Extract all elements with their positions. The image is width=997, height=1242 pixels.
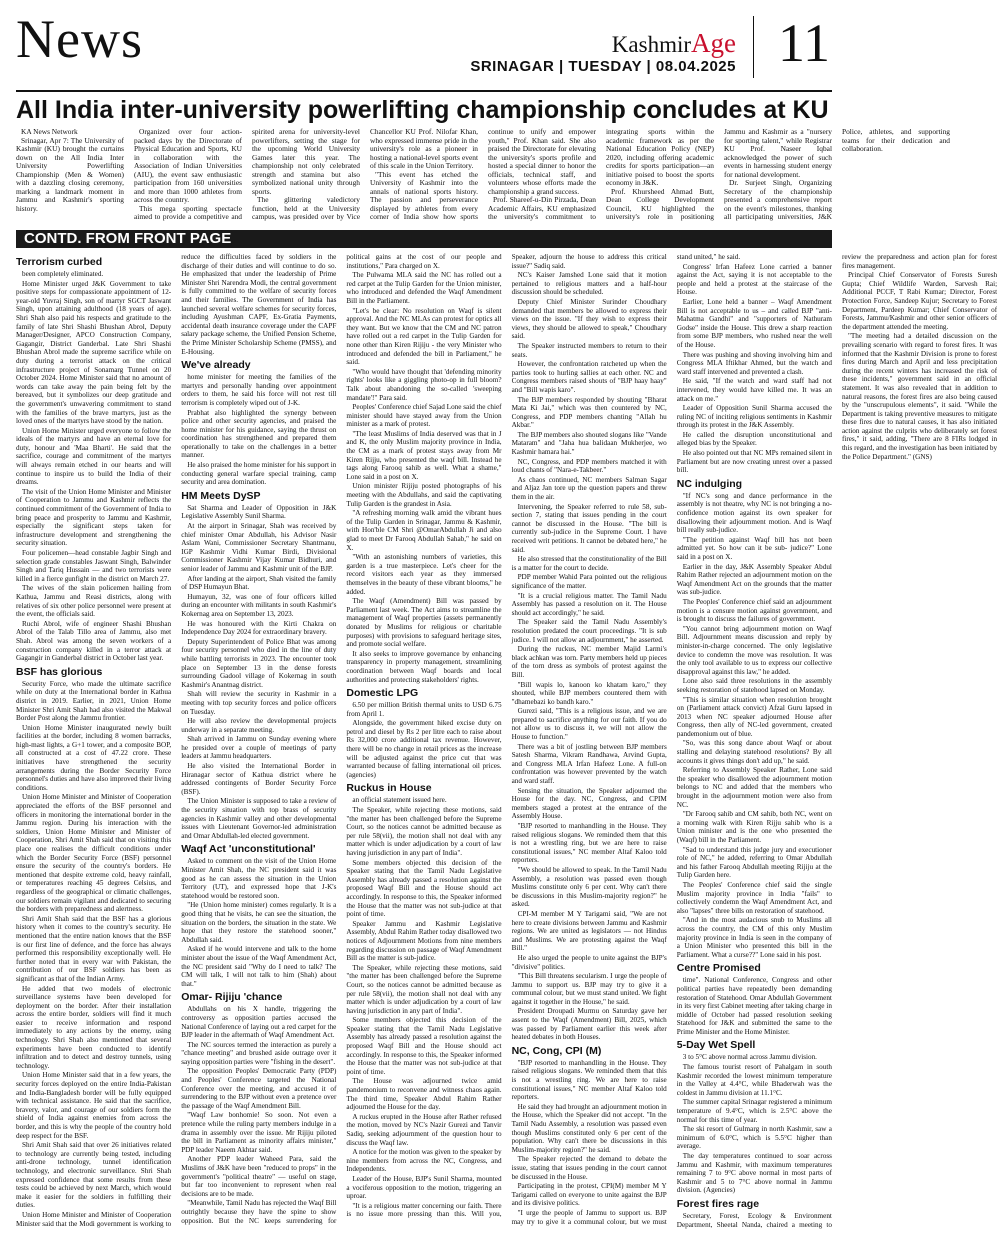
top-rule (16, 90, 832, 92)
article-paragraph: The Waqf (Amendment) Bill was passed by Parliament last week. The Act aims to streamline the management of Waqf properties (assets permanently donated by Muslims for religious or charitable purposes) with provisions to safeguard heritage sites, and promote social welfare. (346, 597, 502, 649)
article-paragraph: Intervening, the Speaker referred to rule 58, sub-section 7, stating that issues pending in the court cannot be discussed in the House. "The bill is currently sub-judice in the Supreme Court. I have received writ petitions. It cannot be debated here," he said. (511, 502, 667, 554)
article-paragraph: "BJP resorted to manhandling in the House. They raised religious slogans. We reminded them that this is not a wrestling ring. We are here to raise constitutional issues," NC member Altaf Kaloo told reporters. (511, 1058, 667, 1102)
brand-prefix: Kashmir (611, 32, 692, 57)
article-paragraph: Union Home Minister and Minister of Cooperation appreciated the efforts of the BSF personnel and officers in monitoring the international border in the Jammu region. During his interaction with the soldiers, Union Home Minister and Minister of Cooperation, Shri Amit Shah said that on visiting this place one realises the difficult conditions under which the Border Security Force (BSF) personnel ensure the security of the country's borders. He mentioned that despite extreme cold, heavy rainfall, or temperatures reaching 45 degrees Celsius, and regardless of the geographical or climatic challenges, our soldiers remain vigilant and dedicated to securing the borders with preparedness and alertness. (16, 793, 172, 914)
contd-from-front-page-bar: CONTD. FROM FRONT PAGE (16, 230, 832, 248)
article-paragraph: "If NC's song and dance performance in the assembly is not theatre, why NC is not bringing a no-confidence motion against its own speaker for disallowing their adjournment motion. And is Waqf bill really sub-judice. (676, 491, 832, 535)
lead-paragraph: Organized over four action-packed days by the Directorate of Physical Education and Sports, KU in collaboration with the Association of Indian Universities (AIU), the event saw enthusiastic participation from 160 universities and more than 1000 athletes from across the country. (134, 127, 242, 204)
article-paragraph: He said they had brought an adjournment motion in the House, which the Speaker did not accept. "In the Tamil Nadu Assembly, a resolution was passed even though Muslims constituted only 6 per cent of the population. Why can't there be discussions in this Muslim-majority region?" he said. (511, 1102, 667, 1154)
article-heading: NC indulging (676, 477, 743, 490)
lead-story-body (16, 127, 950, 224)
article-paragraph: Deputy Chief Minister Surinder Choudhary demanded that members be allowed to express their views on the issue. "If they wish to express their views, they should be allowed to speak," Choudhary said. (511, 297, 667, 341)
article-paragraph: Leader of Opposition Sunil Sharma accused the ruling NC of inciting religious sentiments in Kashmir through its protest in the J&K Assembly. (676, 404, 832, 430)
article-paragraph: Humayun, 32, was one of four officers killed during an encounter with militants in south Kashmir's Kokernag area on September 13, 2023. (181, 592, 337, 618)
article-paragraph: Earlier, Lone held a banner – Waqf Amendment Bill is not acceptable to us – and called BJP "anti-Mahatma Gandhi" and "supporters of Nathuram Godse" inside the House. This drew a sharp reaction from some BJP members, who rushed near the well of the House. (676, 297, 832, 349)
article-paragraph: "The least Muslims of India deserved was that in J and K, the only Muslim majority province in India, the CM as a mark of protest stays away from Mr Kiren Rijju, who presented the waqf bill. Instead he tags along Farooq sahib as well. What a shame," Lone said in a post on X. (346, 429, 502, 481)
article-paragraph: Alongside, the government hiked excise duty on petrol and diesel by Rs 2 per litre each to raise about Rs 32,000 crore additional tax revenue. However, there will be no change in retail prices as the increase will be adjusted against the price cut that was warranted because of falling international oil prices. (agencies) (346, 719, 502, 779)
brand-logo (612, 28, 736, 59)
brand-suffix: Age (691, 28, 736, 58)
article-paragraph: "The meeting had a detailed discussion on the prevailing scenario with regard to forest fires. It was informed that the Kashmir Division is prone to forest fires during March and April and less precipitation during the recent winters has increased the risk of these incidents," government said in an official statement. It was also revealed that in addition to natural reasons, the forest fires are also being caused by the "unscrupulous elements", it said. "While the Department is taking preventive measures to mitigate these fires due to natural causes, it has also initiated action against the culprits who deliberately set forest fires," it said, adding, "There are 8 FIRs lodged in this regard, and the investigation has been initiated by the Police Department." (GNS) (841, 332, 997, 461)
article-paragraph: Peoples' Conference chief Sajad Lone said the chief minister should have stayed away from the Union minister as a mark of protest. (346, 403, 502, 429)
article-paragraph: He also pointed out that NC MPs remained silent in Parliament but are now creating unrest over a passed bill. (676, 449, 832, 475)
article-heading: Domestic LPG (346, 687, 419, 700)
article-paragraph: The Speaker, while rejecting these motions, said "the matter has been challenged before the Supreme Court, so the notices cannot be admitted because as per rule 58(vii), the motion shall not deal with any matter which is under adjudication by a court of law having jurisdiction in any part of India". (346, 806, 502, 857)
article-paragraph: Referring to Assembly Speaker Rather, Lone said the speaker who disallowed the adjournment motion belongs to NC and added that the members who brought in the adjournment motion were also from NC. (676, 766, 832, 809)
article-paragraph: However, the confrontation ratcheted up when the parties took to hurling sallies at each other. NC and Congress members raised shouts of "BJP haay haay" and "Bill wapis karo". (511, 360, 667, 394)
article-paragraph: Union Home Minister said that in a few years, the security forces deployed on the entire India-Pakistan and India-Bangladesh border will be fully equipped with technical assistance. He said that the sacrifice, bravery, valor, and courage of our soldiers form the shield of India against enemies from across the border, and this is why the people of the country hold deep respect for the BSF. (16, 1071, 172, 1140)
article-paragraph: "Dr Farooq sahib and CM sahib, both NC, went on a morning walk with Kiren Rijju sahib who is a Union minister and is the one who presented the (Waqf) bill in the Parliament. (676, 810, 832, 844)
article-heading: BSF has glorious (16, 665, 103, 678)
article-paragraph: CPI-M member M Y Tarigami said, "We are not here to create divisions between Jammu and Kashmir regions. We are united as legislators — not Hindus and Muslims. We are protesting against the Waqf Bill." (511, 909, 667, 953)
lead-paragraph: This mega sporting spectacle aimed to provide a competitive and spirited arena for university-level powerlifters, setting the stage for the upcoming World University Games later this year. The championship not only celebrated strength and stamina but also symbolized national unity through sports. (134, 127, 360, 221)
article-paragraph: "You cannot bring adjournment motion on Waqf Bill. Adjournment means discussion and reply by minister-in-charge concerned. The only legislative device to condemn the move was resolution. It was the only tool available to us to express our collective disapproval against this law," he added. (676, 624, 832, 676)
article-paragraph: He called the disruption unconstitutional and alleged bias by the Speaker. (676, 430, 832, 448)
article-paragraph: NC's Kaiser Jamshed Lone said that it motion pertained to religious matters and a half-hour discussion should be scheduled. (511, 271, 667, 297)
section-title: News (16, 9, 143, 69)
article-paragraph: "The petition against Waqf bill has not been admitted yet. So how can it be sub- judice?" Lone said in a post on X. (676, 535, 832, 561)
article-paragraph: The Speaker, while rejecting these motions, said "the matter has been challenged before the Supreme Court, so the notices cannot be admitted because as per rule 58(vii), the motion shall not deal with any matter which is under adjudication by a court of law having jurisdiction in any part of India". (346, 963, 502, 1015)
article-paragraph: A ruckus erupted in the House after Rather refused the motion, moved by NC's Nazir Gurezi and Tanvir Sadiq, seeking adjournment of the question hour to discuss the Waqf law. (346, 1112, 502, 1147)
article-paragraph: "Who would have thought that 'defending minority rights' looks like a giggling photo-op in full bloom? Talk about abandoning the so-called 'sweeping mandate'!" Para said. (346, 367, 502, 402)
article-paragraph: "It is a religious matter concerning our faith. There is no issue more pressing than this. Will you, Speaker, adjourn the house to address this critical issue?" Sadiq said. (346, 253, 667, 1219)
article-paragraph: Abdullahs on his X handle, triggering the controversy as opposition parties accused the National Conference of laying out a red carpet for the BJP leader in the aftermath of Waqf Amendment Act. (181, 1005, 337, 1040)
article-paragraph: "He (Union home minister) comes regularly. It is a good thing that he visits, he can see the situation, the situation on the borders, the situation in the state. We hope that they restore the statehood sooner," Abdullah said. (181, 901, 337, 944)
article-heading: Waqf Act 'unconstitutional' (181, 843, 316, 856)
lead-paragraph: The glittering valedictory function, held at the University campus, was presided over by Vice Chancellor KU Prof. Nilofar Khan, who expressed immense pride in the university's role as a pioneer in hosting a national-level sports event of this scale in the Union Territory. (252, 127, 478, 221)
article-paragraph: He also urged the people to unite against the BJP's "divisive" politics. (511, 953, 667, 971)
article-paragraph: "Waqf Law bonhomie! So soon. Not even a pretence while the ruling party members indulge in a drama in assembly over the issue. Mr Rijiju piloted the bill in Parliament as minority affairs minister," PDP leader Naeem Akhtar said. (181, 1111, 337, 1154)
article-paragraph: Union Home Minister inaugurated newly built facilities at the border, including 8 women barracks, high-mast lights, a G+1 tower, and a composite BOP, all constructed at a cost of 47.22 crore. These initiatives have strengthened the security arrangements during the Border Security Force personnel's duties and have also improved their living conditions. (16, 723, 172, 792)
article-paragraph: "We should be allowed to speak. In the Tamil Nadu Assembly, a resolution was passed even though Muslims constitute only 6 per cent. Why can't there be discussions in this Muslim-majority region?" he asked. (511, 865, 667, 909)
article-paragraph: Gurezi said, "This is a religious issue, and we are prepared to sacrifice anything for our faith. If you do not allow us to discuss it, we will not allow the House to function." (511, 707, 667, 742)
article-paragraph: The BJP members also shouted slogans like "Vande Mataram" and "Jaha hua balidaan Mukherjee, wo Kashmir hamara hai." (511, 430, 667, 457)
article-paragraph: "This Bill threatens secularism. I urge the people of Jammu to support us. BJP may try to give it a communal colour, but we must stand united. We fight against it together in the House," he said. (511, 972, 667, 1006)
lead-headline: All India inter-university powerlifting championship concludes at KU (16, 96, 829, 124)
article-paragraph: Prabhat also highlighted the synergy between police and other security agencies, and praised the home minister for his guidance, saying the thrust on coordination has strengthened and prepared them operationally to take on the challenges in a better manner. (181, 408, 337, 460)
article-paragraph: "A refreshing morning walk amid the vibrant hues of the Tulip Garden in Srinagar, Jammu & Kashmir, with Hon'ble CM Shri @OmarAbdullah Ji and also glad to meet Dr Farooq Abdullah Sahab," he said on X. (346, 509, 502, 552)
article-paragraph: He added that two models of electronic surveillance systems have been developed for deployment on the border. After their installation across the entire border, soldiers will find it much easier to receive information and respond immediately to any actions by the enemy, using technology. Shri Shah also mentioned that several experiments have been conducted to identify infiltration and to detect and destroy tunnels, using technology. (16, 984, 172, 1070)
article-paragraph: The Peoples' Conference chief said an adjournment motion is a censure motion against government, and is brought to discuss the failures of government. (676, 597, 832, 624)
article-paragraph: an official statement issued here. (352, 796, 447, 805)
dateline: SRINAGAR | TUESDAY | 08.04.2025 (470, 58, 736, 75)
article-paragraph: The ski resort of Gulmarg in north Kashmir, saw a minimum of 6.0°C, which is 5.5°C higher than average. (676, 1125, 832, 1151)
article-paragraph: "BJP resorted to manhandling in the House. They raised religious slogans. We reminded them that this is not a wrestling ring, but we are here to raise constitutional issues," NC member Altaf Kaloo told reporters. (511, 822, 667, 865)
article-paragraph: At the airport in Srinagar, Shah was received by chief minister Omar Abdullah, his Advisor Nasir Aslam Wani, Commissioner Secretary Shantmanu, IGP Kashmir Vidhi Kumar Birdi, Divisional Commissioner Kashmir Vijay Kumar Bidhuri, and senior leader of Jammu and Kashmir unit of the BJP. (181, 522, 337, 573)
article-heading: Forest fires rage (676, 1197, 760, 1210)
article-paragraph: The Peoples' Conference chief said the single Muslim majority province in India "fails" to collectively condemn the Waqf Amendment Act, and also "lapses" three bills on restoration of statehood. (676, 880, 832, 915)
lead-paragraph: Srinagar, Apr 7: The University of Kashmir (KU) brought the curtains down on the All India Inter University Powerlifting Championship (Men & Women) with a dazzling closing ceremony, marking a landmark moment in Jammu and Kashmir's sporting history. (16, 135, 124, 213)
article-paragraph: PDP member Wahid Para pointed out the religious significance of the matter. (511, 573, 667, 590)
lead-paragraph: Prof. Khursheed Ahmad Butt, Dean College Development Council, KU highlighted the university's role in positioning Jammu and Kashmir as a "nursery for sporting talent," while Registrar KU Prof. Naseer Iqbal acknowledged the power of such events in harnessing student energy for national development. (606, 127, 832, 221)
article-paragraph: Secretary, Forest, Ecology & Environment Department, Sheetal Nanda, chaired a meeting to review the preparedness and action plan for forest fires management. (676, 253, 997, 1229)
article-paragraph: Leader of the House, BJP's Sunil Sharma, mounted a vociferous opposition to the motion, triggering an uproar. (346, 1174, 502, 1201)
article-paragraph: Four policemen—head constable Jagbir Singh and selection grade constables Jaswant Singh, Balwinder Singh and Tariq Hussain — and two terrorists were killed in a fierce gunfight in the district on March 27. (16, 549, 172, 583)
article-paragraph: The Union Minister is supposed to take a review of the security situation with top brass of security agencies in Kashmir valley and other developmental issues with Lieutenant Governor-led administration and Omar Abdullah-led elected government. (181, 797, 337, 840)
article-paragraph: Participating in the protest, CPI(M) member M Y Tarigami called on everyone to unite against the BJP and its divisive politics. (511, 1182, 667, 1208)
page-number: 11 (778, 13, 830, 73)
article-paragraph: Some members objected this decision of the Speaker stating that the Tamil Nadu Legislative Assembly has already passed a resolution against the proposed Waqf Bill and the House should act accordingly. In response to this, the Speaker informed the House that the matter was not sub-judice at that point of time. (346, 1016, 502, 1076)
article-paragraph: Asked to comment on the visit of the Union Home Minister Amit Shah, the NC president said it was good as he can assess the situation in the Union Territory (UT), and expressed hope that J-K's statehood would be restored soon. (181, 857, 337, 900)
article-heading: Omar- Rijiju 'chance (181, 991, 283, 1004)
article-paragraph: "It is a crucial religious matter. The Tamil Nadu Assembly has passed a resolution on it. The House should act accordingly," he said. (511, 591, 667, 617)
article-paragraph: He will also review the developmental projects underway in a separate meeting. (181, 717, 337, 734)
article-paragraph: Shah will review the security in Kashmir in a meeting with top security forces and police officers on Tuesday. (181, 690, 337, 716)
masthead (16, 10, 836, 96)
article-paragraph: The summer capital Srinagar registered a minimum temperature of 9.4°C, which is 2.5°C above the normal for this time of year. (676, 1098, 832, 1124)
article-paragraph: Lone also said three resolutions in the assembly seeking restoration of statehood lapsed on Monday. (676, 677, 832, 694)
article-paragraph: Ruchi Abrol, wife of engineer Shashi Bhushan Abrol of the Talab Tillo area of Jammu, also met Shah. Abrol was among the seven workers of a construction company killed in a terror attack at Gagangir in Ganderbal district in October last year. (16, 619, 172, 663)
continued-articles (16, 253, 997, 1233)
article-paragraph: The Speaker instructed members to return to their seats. (511, 341, 667, 359)
article-paragraph: Asked if he would intervene and talk to the home minister about the issue of the Waqf Amendment Act, the NC president said "Why do I need to talk? The CM will talk, I will not talk to him (Shah) about that." (181, 945, 337, 988)
article-paragraph: He said, "If the watch and ward staff had not intervened, they would have killed me. It was an attack on me." (676, 377, 832, 403)
article-heading: Ruckus in House (346, 782, 432, 795)
article-paragraph: Deputy Superintendent of Police Bhat was among four security personnel who died in the line of duty while battling terrorists in 2023. The encounter took place on September 13 in the dense forests surrounding Gadool village of Kokernag in south Kashmir's Anantnag district. (181, 637, 337, 689)
lead-paragraph: "This event has etched the University of Kashmir into the annals of national sports history. The passion and perseverance displayed by athletes from every corner of India show how sports continue to unify and empower youth," Prof. Khan said. She also praised the Directorate for elevating the university's sports profile and hosted a special dinner to honor the officials, technical staff, and volunteers whose efforts made the championship a grand success. (370, 127, 596, 221)
article-paragraph: "Sad to understand this judge jury and executioner role of NC," he added, referring to Omar Abdullah and his father Farooq Abdullah meeting Rijiju at the Tulip Garden here. (676, 845, 832, 880)
article-paragraph: The Speaker rejected the demand to debate the issue, stating that issues pending in the court cannot be discussed in the House. (511, 1155, 667, 1181)
article-paragraph: Security Force, who made the ultimate sacrifice while on duty at the International border in Kathua district in 2019. Earlier, in 2021, Union Home Minister Shri Amit Shah had also visited the Makwal Border Post along the Jammu frontier. (16, 679, 172, 723)
article-paragraph: NC, Congress, and PDP members matched it with loud chants of "Nara-e-Takbeer." (511, 457, 667, 475)
article-paragraph: Sat Sharma and Leader of Opposition in J&K Legislative Assembly Sunil Sharma. (181, 503, 337, 521)
article-paragraph: Shri Amit Shah said that over 26 initiatives related to technology are currently being tested, including anti-drone technology, tunnel identification technology, and electronic surveillance. Shri Shah expressed confidence that some results from these tests could be achieved by next March, which would make it easier for the soldiers in fulfilling their duties. (16, 1141, 172, 1210)
article-paragraph: The Pulwama MLA said the NC has rolled out a red carpet at the Tulip Garden for the Union minister, who introduced and defended the Waqf Amendment Bill in the Parliament. (346, 271, 502, 305)
article-paragraph: Sensing the situation, the Speaker adjourned the House for the day. NC, Congress, and CPIM members staged a protest at the entrance of the Assembly House. (511, 786, 667, 821)
article-heading: Terrorism curbed (16, 256, 103, 268)
article-paragraph: He also praised the home minister for his support in conducting general warfare special training, camp security and area domination. (181, 461, 337, 487)
article-paragraph: As chaos continued, NC members Salman Sagar and Aljaz Jan tore up the question papers and threw them in the air. (511, 475, 667, 502)
article-paragraph: "With an astonishing numbers of varieties, this garden is a true masterpiece. Let's cheer for the record visitors each year as they immersed themselves in the beauty of these vibrant blooms," he added. (346, 553, 502, 596)
article-paragraph: been completely eliminated. (22, 270, 104, 278)
article-heading: HM Meets DySP (181, 489, 261, 502)
article-paragraph: Union Home Minister urged everyone to follow the ideals of the martyrs and have an eternal love for duty, honour and 'Maa Bharti'. He said that the sacrifice, courage and commitment of the martyrs will always remain etched in our hearts and will continue to inspire us to build the India of their dreams. (16, 426, 172, 487)
lead-paragraph: Dr. Surjeet Singh, Organizing Secretary of the championship presented a comprehensive report on the event's milestones, thanking all participating universities, J&K Police, athletes, and supporting teams for their dedication and collaboration. (724, 127, 950, 221)
masthead-divider (753, 16, 754, 78)
article-paragraph: It also seeks to improve governance by enhancing transparency in property management, streamlining coordination between Waqf boards and local authorities and protecting stakeholders' rights. (346, 649, 502, 684)
article-heading: NC, Cong, CPI (M) (511, 1044, 602, 1057)
article-paragraph: 3 to 5°C above normal across Jammu division. (682, 1053, 817, 1062)
article-paragraph: "I urge the people of Jammu to support us. BJP may try to give it a communal colour, but we must stand united," he said. (511, 253, 741, 1226)
article-heading: 5-Day Wet Spell (676, 1039, 756, 1052)
article-paragraph: "Meanwhile, Tamil Nadu has rejected the Waqf Bill outrightly because they have the spine to show opposition. But the NC keeps surrendering for political gains at the cost of our people and institutions," Para charged on X. (181, 253, 502, 1225)
article-paragraph: The House was adjourned twice amid pandemonium to reconvene and witness chaos again. The third time, Speaker Abdul Rahim Rather adjourned the House for the day. (346, 1077, 502, 1112)
lead-paragraph: Prof. Shareef-u-Din Pirzada, Dean Academic Affairs, KU emphasized the university's commitment to integrating sports within the academic framework as per the National Education Policy (NEP) 2020, including offering academic credits for sports participation—an initiative poised to boost the sports economy in J&K. (488, 127, 714, 221)
article-paragraph: The visit of the Union Home Minister and Minister of Cooperation to Jammu and Kashmir reflects the continued commitment of the Government of India to bring peace and prosperity to Jammu and Kashmir, especially the significant steps taken for infrastructure development and strengthening the security situation. (16, 487, 172, 548)
article-paragraph: He was honoured with the Kirti Chakra on Independence Day 2024 for extraordinary bravery. (181, 619, 337, 637)
article-paragraph: He also stressed that the constitutionality of the Bill is a matter for the court to decide. (511, 555, 667, 572)
article-paragraph: Union Home Minister and Minister of Cooperation Minister said that the Modi government is working to reduce the difficulties faced by soldiers in the discharge of their duties and will continue to do so. He emphasized that under the leadership of Prime Minister Shri Narendra Modi, the central government is fully committed to the welfare of security forces and their families. The Government of India has launched several welfare schemes for security forces, including Ayushman CAPF, Ex-Gratia Payments, accidental death insurance coverage under the CAPF salary package scheme, the Unified Pension Scheme, the Prime Minister Scholarship Scheme (PMSS), and E-Housing. (16, 253, 337, 1228)
article-paragraph: 6.50 per million British thermal units to USD 6.75 from April 1. (346, 701, 502, 718)
article-paragraph: The BJP members responded by shouting "Bharat Mata Ki Jai," which was then countered by NC, Congress, and PDP members chanting "Allah hu Akbar." (511, 395, 667, 430)
article-paragraph: There was pushing and shoving involving him and Congress MLA Iftikhar Ahmed, but the watch and ward staff intervened and prevented a clash. (676, 350, 832, 376)
article-paragraph: time". National Conference, Congress and other political parties have repeatedly been demanding restoration of Statehood. Omar Abdullah Government in its very first Cabinet meeting after taking charge in middle of October had passed resolution seeking Statehood for J&K and submitted the same to the Prime Minister and the Home Minister. (676, 976, 832, 1036)
article-paragraph: Shri Amit Shah said that the BSF has a glorious history when it comes to the country's security. He mentioned that the entire nation knows that the BSF is our first line of defence, and the force has always performed this responsibility exceptionally well. He further noted that in every war with Pakistan, the contribution of our BSF soldiers has been as significant as that of the Indian Army. (16, 914, 172, 983)
article-heading: Centre Promised (676, 962, 761, 975)
article-paragraph: "So, was this song dance about Waqf or about stalling and delaying statehood resolutions? By all accounts it gives things don't add up," he said. (676, 739, 832, 765)
article-paragraph: home minister for meeting the families of the martyrs and personally handing over appointment orders to them, he said his force will not rest till terrorism is completely wiped out of J-K. (181, 373, 337, 407)
article-paragraph: "Let's be clear: No resolution on Waqf is silent approval. And the NC MLAs can protest for optics all they want. But we know that the CM and NC patron have rolled out a red carpet in the Tulip Garden for none other than Kiren Rijiju - the very Minister who introduced and defended the bill in Parliament," he said. (346, 306, 502, 367)
article-paragraph: "This is similar situation when resolution brought on (Parliament attack convict) Afzal Guru lapsed in 2013 when NC speaker adjourned House after Congress, then ally of NC-led government, created pandemonium out of blue. (676, 695, 832, 738)
article-paragraph: Principal Chief Conservator of Forests Suresh Gupta; Chief Wildlife Warden, Sarvesh Rai; Additional PCCF, T Rabi Kumar; Director, Forest Protection Force, Sandeep Kujur; Secretary to Forest Department, Pardeep Kumar; Chief Conservator of Forests, Jammu/Kashmir and other senior officers of the department attended the meeting. (841, 271, 997, 331)
article-paragraph: President Droupadi Murmu on Saturday gave her assent to the Waqf (Amendment) Bill, 2025, which was passed by Parliament earlier this week after heated debates in both Houses. (511, 1007, 667, 1042)
article-paragraph: Another PDP leader Waheed Para, said the Muslims of J&K have been "reduced to props" in the government's "political theatre" — useful on stage, but far too inconvenient to represent when real decisions are to be made. (181, 1155, 337, 1198)
article-paragraph: After landing at the airport, Shah visited the family of DSP Humayun Bhat. (181, 574, 337, 592)
article-paragraph: Congress' Irfan Hafeez Lone carried a banner against the Act, saying it is not acceptable to the people and held a protest at the staircase of the House. (676, 262, 832, 297)
article-paragraph: The opposition Peoples' Democratic Party (PDP) and Peoples' Conference targeted the National Conference over the meeting, and accused it of surrendering to the BJP without even a pretence over the passage of the Waqf Amendment Bill. (181, 1067, 337, 1110)
article-paragraph: "And in the most audacious snub to Muslims all across the country, the CM of this only Muslim majority province in India is seen in the company of a Union Minister who presented this bill in the Parliament. What a curse??" Lone said in his post. (676, 916, 832, 959)
article-paragraph: The NC sources termed the interaction as purely a "chance meeting" and brushed aside outrage over it saying opposition parties were "fishing in the desert". (181, 1040, 337, 1066)
article-heading: We've already (181, 359, 251, 372)
article-paragraph: There was a bit of jostling between BJP members Satesh Sharma, Vikram Randhawa, Arvind Gupta, and Congress MLA Irfan Hafeez Lone. A full-on confrontation was however prevented by the watch and ward staff. (511, 742, 667, 786)
article-paragraph: The day temperatures continued to soar across Jammu and Kashmir, with maximum temperatures remaining 7 to 9°C above normal in most parts of Kashmir and 5 to 7°C above normal in Jammu division. (Agencies) (676, 1152, 832, 1195)
article-paragraph: Some members objected this decision of the Speaker stating that the Tamil Nadu Legislative Assembly has already passed a resolution against the proposed Waqf Bill and the House should act accordingly. In response to this, the Speaker informed the House that the matter was not sub-judice at that point of time. (346, 858, 502, 919)
article-paragraph: He also visited the International Border in Hiranagar sector of Kathua district where he addressed contingents of Border Security Force (BSF). (181, 762, 337, 796)
article-paragraph: Earlier in the day, J&K Assembly Speaker Abdul Rahim Rather rejected an adjournment motion on the Waqf Amendment Act on the grounds that the matter was sub-judice. (676, 562, 832, 597)
article-paragraph: "Bill wapis lo, kanoon ko khatam karo," they shouted, while BJP members countered them with "dhamebazi ko bandh karo." (511, 680, 667, 706)
article-paragraph: A notice for the motion was given to the speaker by nine members from across the NC, Congress, and Independents. (346, 1148, 502, 1174)
article-paragraph: Shah arrived in Jammu on Sunday evening where he presided over a couple of meetings of party leaders at Jammu headquarters. (181, 735, 337, 761)
article-paragraph: The Speaker said the Tamil Nadu Assembly's resolution predated the court proceedings. "It is sub judice. I will not allow an adjournment," he asserted. (511, 618, 667, 644)
article-paragraph: During the ruckus, NC member Majid Larmi's black achkan was torn. Party members held up pieces of the torn dress as symbols of protest against the Bill. (511, 645, 667, 679)
article-paragraph: The famous tourist resort of Pahalgam in south Kashmir recorded the lowest minimum temperature in the Valley at 4.4°C, while Bhaderwah was the coldest in Jammu division at 11.1°C. (676, 1063, 832, 1097)
article-paragraph: Home Minister urged J&K Government to take positive steps for compassionate appointment of 12-year-old Yuvraj Singh, son of martyr SGCT Jaswant Singh, upon attaining adulthood (18 years of age). Shri Shah also paid his respects and gratitude to the family of late Shri Shashi Bhushan Abrol, Deputy Manager/Designer, APCO Construction Company, Gagangir, District Ganderbal. Late Shri Shashi Bhushan Abrol made the supreme sacrifice while on duty during a terrorist attack on the critical infrastructure project of Sonamarg Tunnel on 20 October 2024. Home Minister said that no amount of words can take away the pain being felt by the bereaved, but it symbolizes our deep gratitude and the government's unwavering commitment to stand with the families of the brave martyrs, just as the loved ones of the martyrs have stood by the nation. (16, 279, 172, 426)
article-paragraph: Speaker Jammu and Kashmir Legislative Assembly, Abdul Rahim Rather today disallowed two notices of Adjournment Motions from nine members regarding discussion on passage of Waqf Amendment Bill as the matter is sub-judice. (346, 919, 502, 963)
article-paragraph: Union minister Rijiju posted photographs of his meeting with the Abdullahs, and said the captivating Tulip Garden is the grandest in Asia. (346, 482, 502, 508)
article-paragraph: The wives of the slain policemen hailing from Kathua, Jammu and Reasi districts, along with relatives of six other police personnel were present at the event, the officials said. (16, 584, 172, 619)
lead-paragraph: KA News Network (21, 127, 78, 136)
